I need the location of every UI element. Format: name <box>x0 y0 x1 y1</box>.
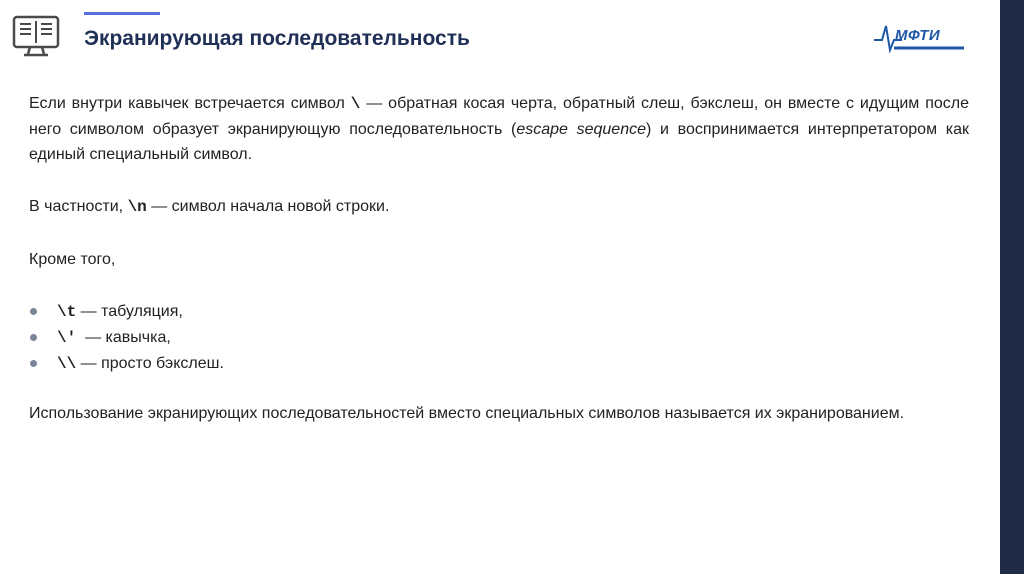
bullet-icon <box>30 334 37 341</box>
bullet-icon <box>30 308 37 315</box>
list-item <box>29 325 969 351</box>
top-accent-line <box>84 12 160 15</box>
text-span: Если внутри кавычек встречается символ <box>29 95 351 112</box>
text-span: В частности, <box>29 198 128 215</box>
paragraph-besides: Кроме того, <box>29 251 116 268</box>
list-item-text: — табуляция, <box>76 303 183 320</box>
list-item <box>29 351 969 377</box>
code-quote: \' <box>57 329 77 347</box>
italic-term: escape sequence <box>516 121 647 138</box>
page-title: Экранирующая последовательность <box>84 27 470 50</box>
right-sidebar-bar <box>1000 0 1024 574</box>
text-span: — символ начала новой строки. <box>146 198 390 215</box>
text-span: — обратная косая черта, обратный слеш, бэкслеш, он вместе с идущим после него символом образует экранирующую последовательность ( <box>29 95 969 138</box>
list-item <box>29 299 969 325</box>
code-tab: \t <box>57 303 77 321</box>
code-backslash: \ <box>350 95 361 113</box>
code-newline: \n <box>127 198 147 216</box>
bullet-icon <box>30 360 37 367</box>
book-monitor-icon <box>12 14 60 58</box>
escape-list <box>29 299 969 377</box>
logo-text: МФТИ <box>895 27 941 44</box>
paragraph-escaping: Использование экранирующих последовательностей вместо специальных символов называется их экранированием. <box>29 405 905 422</box>
paragraph-newline <box>29 194 969 220</box>
paragraph-escape-intro <box>29 91 969 167</box>
code-backslash-double: \\ <box>57 355 77 373</box>
list-item-text: — кавычка, <box>76 329 171 346</box>
text-span: ) и воспринимается интерпретатором как единый специальный символ. <box>29 121 970 163</box>
content-body <box>29 91 969 426</box>
list-item-text: — просто бэкслеш. <box>76 355 224 372</box>
